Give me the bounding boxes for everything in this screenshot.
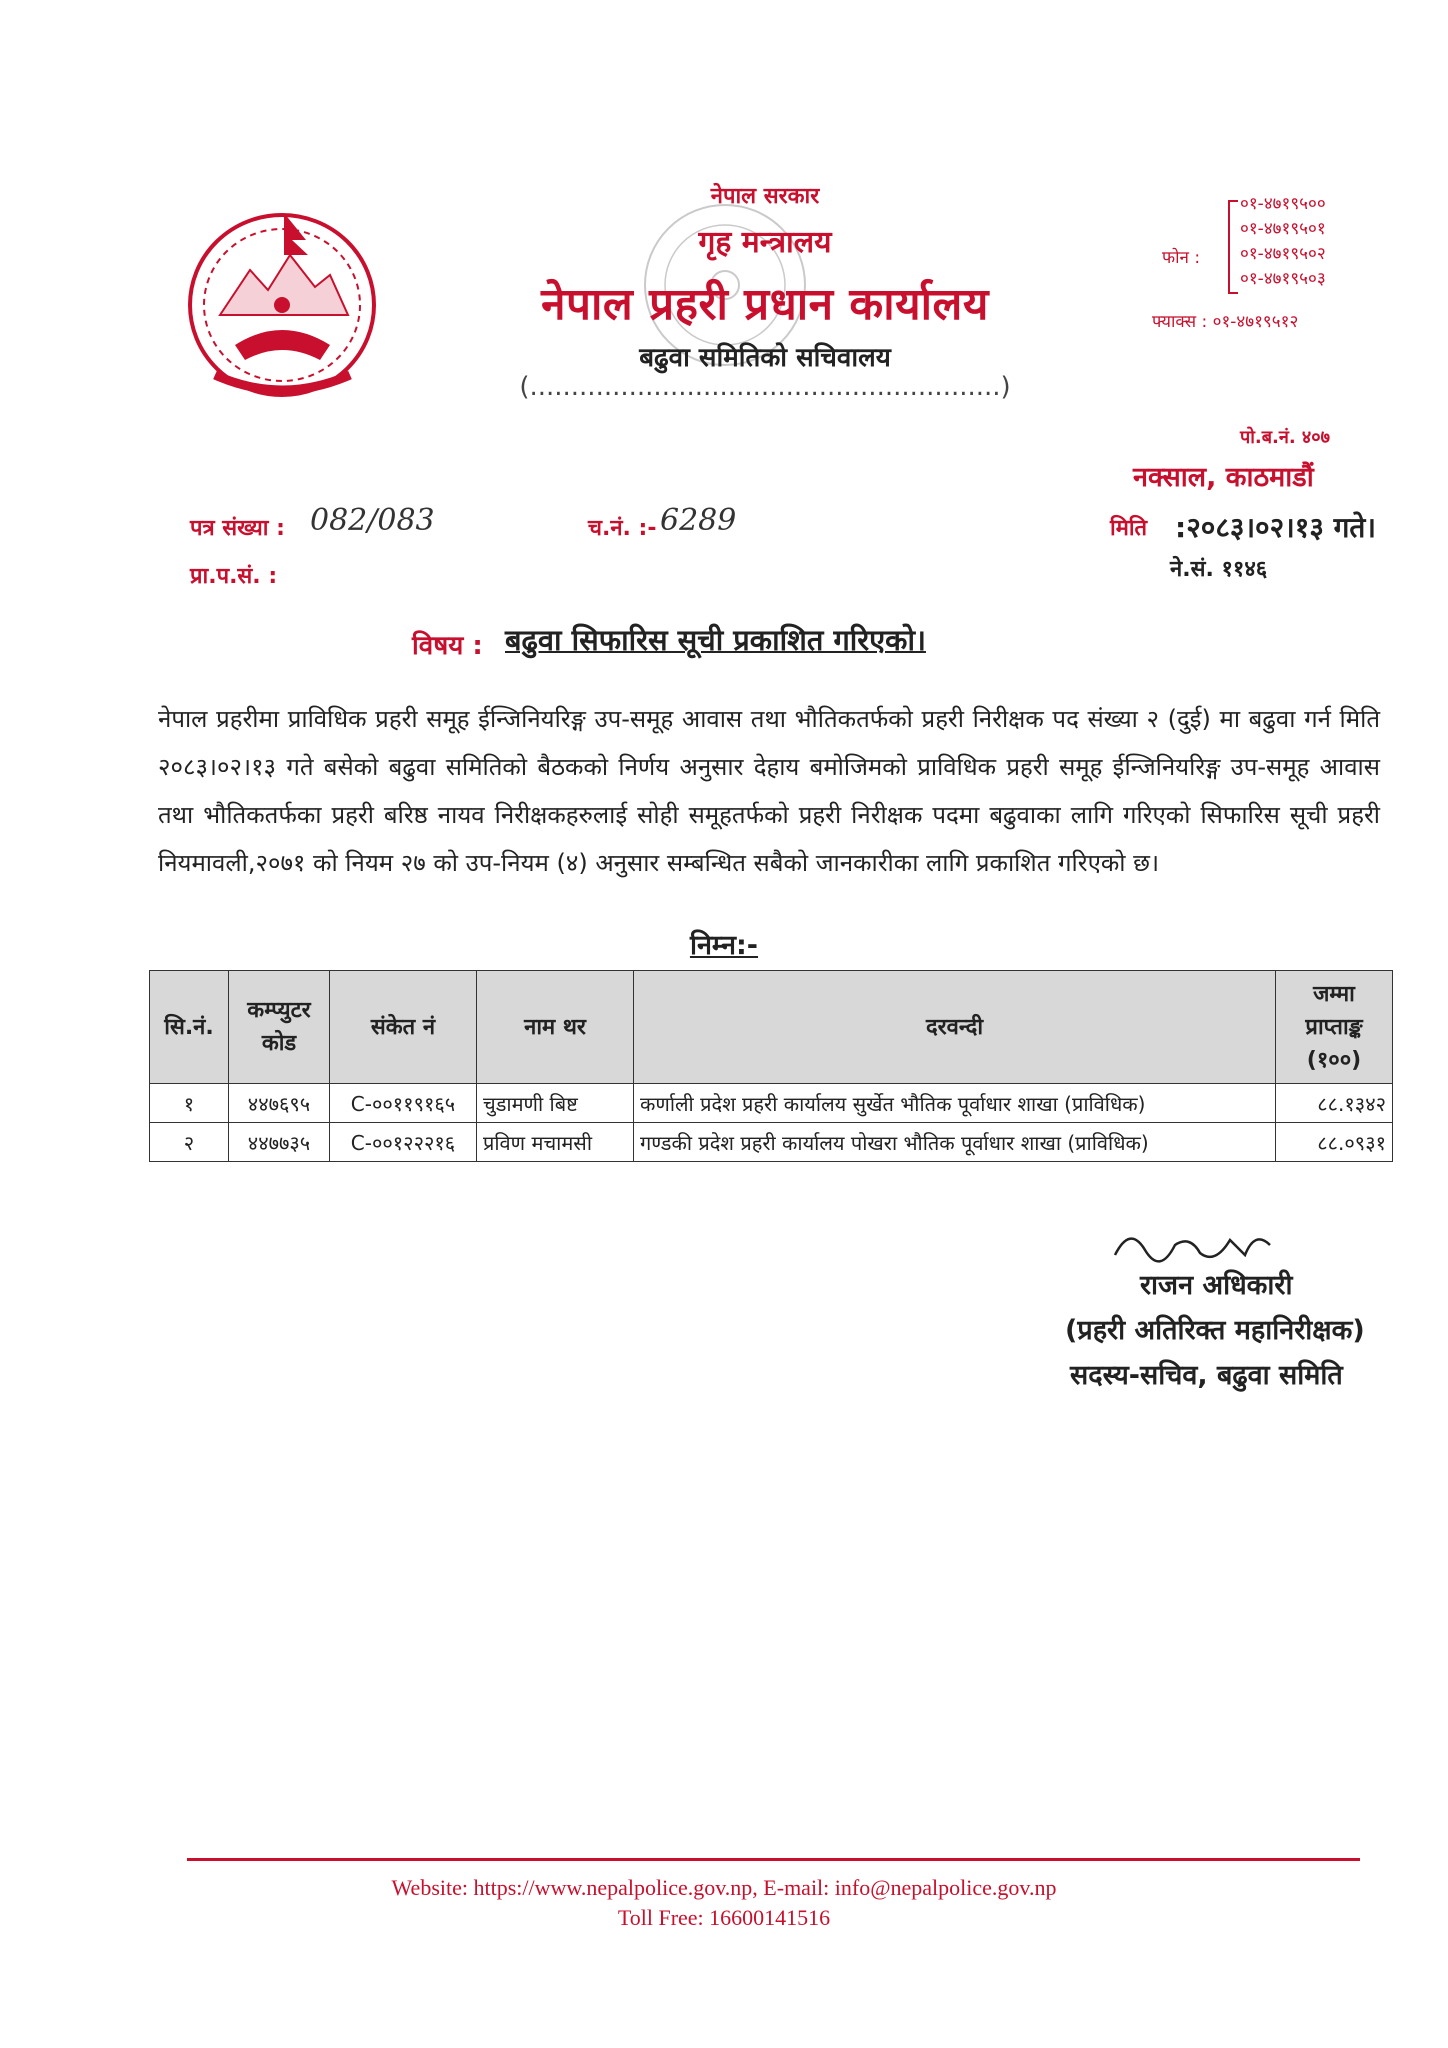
- subject-text: बढुवा सिफारिस सूची प्रकाशित गरिएको।: [505, 623, 926, 657]
- cell-name: प्रविण मचामसी: [477, 1123, 634, 1162]
- reference-value: 082/083: [310, 503, 435, 538]
- phone-bracket: [1228, 200, 1238, 294]
- phone-label: फोन :: [1162, 248, 1201, 268]
- phone-number: ०१-४७१९५००: [1240, 194, 1326, 214]
- phone-number: ०१-४७१९५०१: [1240, 219, 1326, 239]
- nepal-era-year: ने.सं. ११४६: [1170, 557, 1268, 582]
- office-name: नेपाल प्रहरी प्रधान कार्यालय: [541, 279, 989, 330]
- po-box: पो.ब.नं. ४०७: [1240, 427, 1331, 448]
- cell-symbol-no: C-००१२२२१६: [330, 1123, 477, 1162]
- phone-number: ०१-४७१९५०२: [1240, 244, 1326, 264]
- col-computer-code: कम्प्युटर कोड: [229, 971, 330, 1084]
- recommendation-table: [149, 970, 1393, 1162]
- nepal-emblem-icon: [180, 195, 385, 405]
- phone-number: ०१-४७१९५०३: [1240, 269, 1326, 289]
- chalani-label: च.नं. :-: [588, 516, 657, 541]
- cell-serial: २: [150, 1123, 229, 1162]
- cell-post: गण्डकी प्रदेश प्रहरी कार्यालय पोखरा भौतिक पूर्वाधार शाखा (प्राविधिक): [634, 1123, 1276, 1162]
- col-post: दरवन्दी: [634, 971, 1276, 1084]
- col-serial: सि.नं.: [150, 971, 229, 1084]
- government-name: नेपाल सरकार: [710, 184, 820, 209]
- cell-computer-code: ४४७६९५: [229, 1084, 330, 1123]
- office-address: नक्साल, काठमाडौं: [1133, 462, 1314, 493]
- fax-number: फ्याक्स : ०१-४७१९५१२: [1152, 312, 1299, 332]
- list-heading: निम्न:-: [689, 930, 759, 961]
- cell-computer-code: ४४७७३५: [229, 1123, 330, 1162]
- col-name: नाम थर: [477, 971, 634, 1084]
- footer-website-email: Website: https://www.nepalpolice.gov.np, E-mail: info@nepalpolice.gov.np: [391, 1875, 1057, 1900]
- cell-total-marks: ८८.१३४२: [1276, 1084, 1393, 1123]
- table-row: [150, 1123, 1393, 1162]
- signer-rank: (प्रहरी अतिरिक्त महानिरीक्षक): [1065, 1315, 1365, 1346]
- date-label: मिति: [1110, 516, 1148, 541]
- cell-name: चुडामणी बिष्ट: [477, 1084, 634, 1123]
- secretariat-name: बढुवा समितिको सचिवालय: [639, 343, 891, 373]
- col-total-marks: जम्मा प्राप्ताङ्क (१००): [1276, 971, 1393, 1084]
- cell-serial: १: [150, 1084, 229, 1123]
- signer-role: सदस्य-सचिव, बढुवा समिति: [1070, 1360, 1343, 1391]
- cell-total-marks: ८८.०९३१: [1276, 1123, 1393, 1162]
- chalani-value: 6289: [660, 503, 737, 538]
- signer-name: राजन अधिकारी: [1140, 1270, 1293, 1301]
- col-symbol-no: संकेत नं: [330, 971, 477, 1084]
- cell-post: कर्णाली प्रदेश प्रहरी कार्यालय सुर्खेत भौतिक पूर्वाधार शाखा (प्राविधिक): [634, 1084, 1276, 1123]
- subject-label: विषय :: [412, 631, 483, 661]
- phone-list: [1240, 192, 1326, 292]
- table-row: [150, 1084, 1393, 1123]
- table-header-row: [150, 971, 1393, 1084]
- reference-label: पत्र संख्या :: [190, 516, 285, 541]
- ministry-name: गृह मन्त्रालय: [698, 225, 832, 260]
- prap-label: प्रा.प.सं. :: [190, 564, 278, 589]
- date-value: :२०८३।०२।१३ गते।: [1175, 511, 1376, 544]
- cell-symbol-no: C-००११९१६५: [330, 1084, 477, 1123]
- footer-divider: [187, 1858, 1360, 1861]
- footer-toll-free: Toll Free: 16600141516: [617, 1905, 831, 1930]
- body-paragraph: नेपाल प्रहरीमा प्राविधिक प्रहरी समूह ईन्जिनियरिङ्ग उप-समूह आवास तथा भौतिकतर्फको प्रहरी निरीक्षक पद संख्या २ (दुई) मा बढुवा गर्न मिति २०८३।०२।१३ गते बसेको बढुवा समितिको बैठकको निर्णय अनुसार देहाय बमोजिमको प्राविधिक प्रहरी समूह ईन्जिनियरिङ्ग उप-समूह आवास तथा भौतिकतर्फका प्रहरी बरिष्ठ नायव निरीक्षकहरुलाई सोही समूहतर्फको प्रहरी निरीक्षक पदमा बढुवाका लागि गरिएको सिफारिस सूची प्रहरी नियमावली,२०७१ को नियम २७ को उप-नियम (४) अनुसार सम्बन्धित सबैको जानकारीका लागि प्रकाशित गरिएको छ।: [158, 705, 1380, 877]
- secretariat-dotted-line: (.........................................................): [519, 372, 1011, 402]
